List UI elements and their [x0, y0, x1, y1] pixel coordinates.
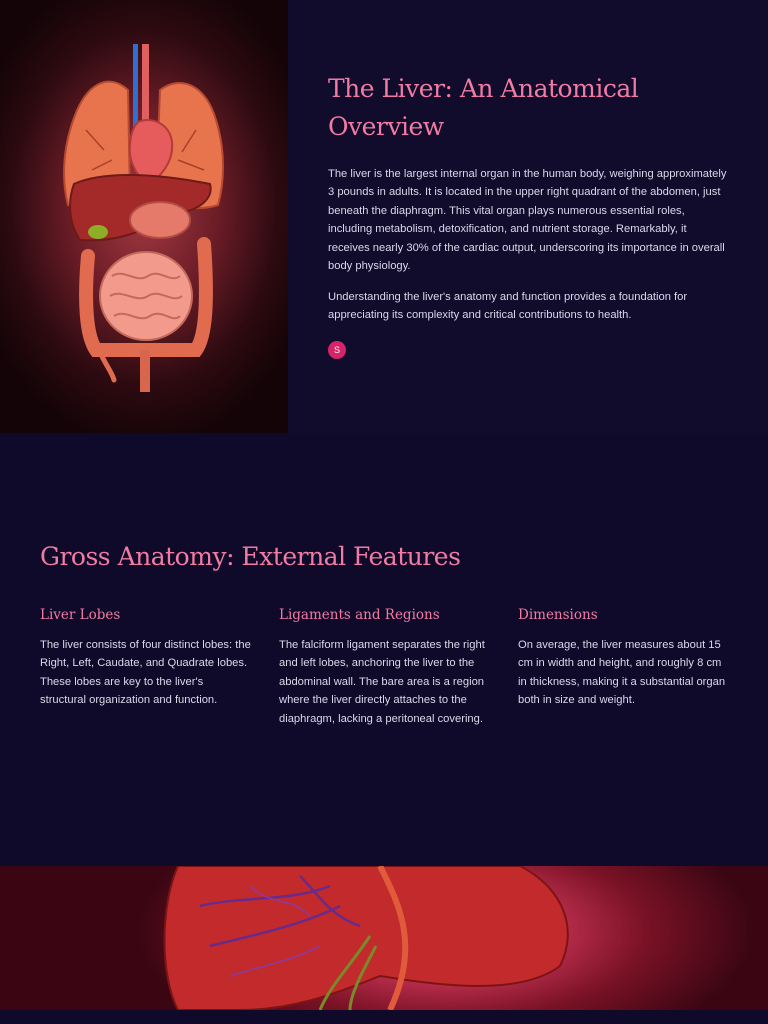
feature-text: On average, the liver measures about 15 cm in width and height, and roughly 8 cm in thickness, making it a substantial organ both in size and weight. [518, 639, 726, 707]
intro-content [328, 70, 728, 355]
liver-icon [0, 866, 768, 1010]
feature-text: The liver consists of four distinct lobes: the Right, Left, Caudate, and Quadrate lobes. These lobes are key to the liver's structural organization and function. [40, 639, 251, 707]
organs-icon [0, 0, 288, 433]
feature-column-dimensions [518, 606, 730, 710]
feature-heading: Ligaments and Regions [279, 607, 440, 623]
feature-column-lobes [40, 606, 252, 710]
page-title: The Liver: An Anatomical Overview [328, 74, 639, 141]
feature-text: The falciform ligament separates the right and left lobes, anchoring the liver to the abdominal wall. The bare area is a region where the liver directly attaches to the diaphragm, lacking a peritoneal covering. [279, 639, 485, 725]
slide-liver-overview [0, 0, 768, 433]
slide-gross-anatomy [0, 433, 768, 866]
anatomy-illustration [0, 0, 288, 433]
author-avatar[interactable]: S [328, 341, 346, 359]
slide-liver-banner [0, 866, 768, 1024]
feature-column-ligaments [279, 606, 491, 728]
feature-heading: Liver Lobes [40, 607, 121, 623]
intro-paragraph-2: Understanding the liver's anatomy and function provides a foundation for appreciating its complexity and critical contributions to health. [328, 291, 688, 322]
section-title: Gross Anatomy: External Features [40, 542, 461, 571]
intro-paragraph-1: The liver is the largest internal organ in the human body, weighing approximately 3 pounds in adults. It is located in the upper right quadrant of the abdomen, just beneath the diaphragm. This vital organ plays numerous essential roles, including metabolism, detoxification, and nutrient storage. Remarkably, it receives nearly 30% of the cardiac output, underscoring its importance in overall body physiology. [328, 168, 727, 273]
feature-heading: Dimensions [518, 607, 598, 623]
